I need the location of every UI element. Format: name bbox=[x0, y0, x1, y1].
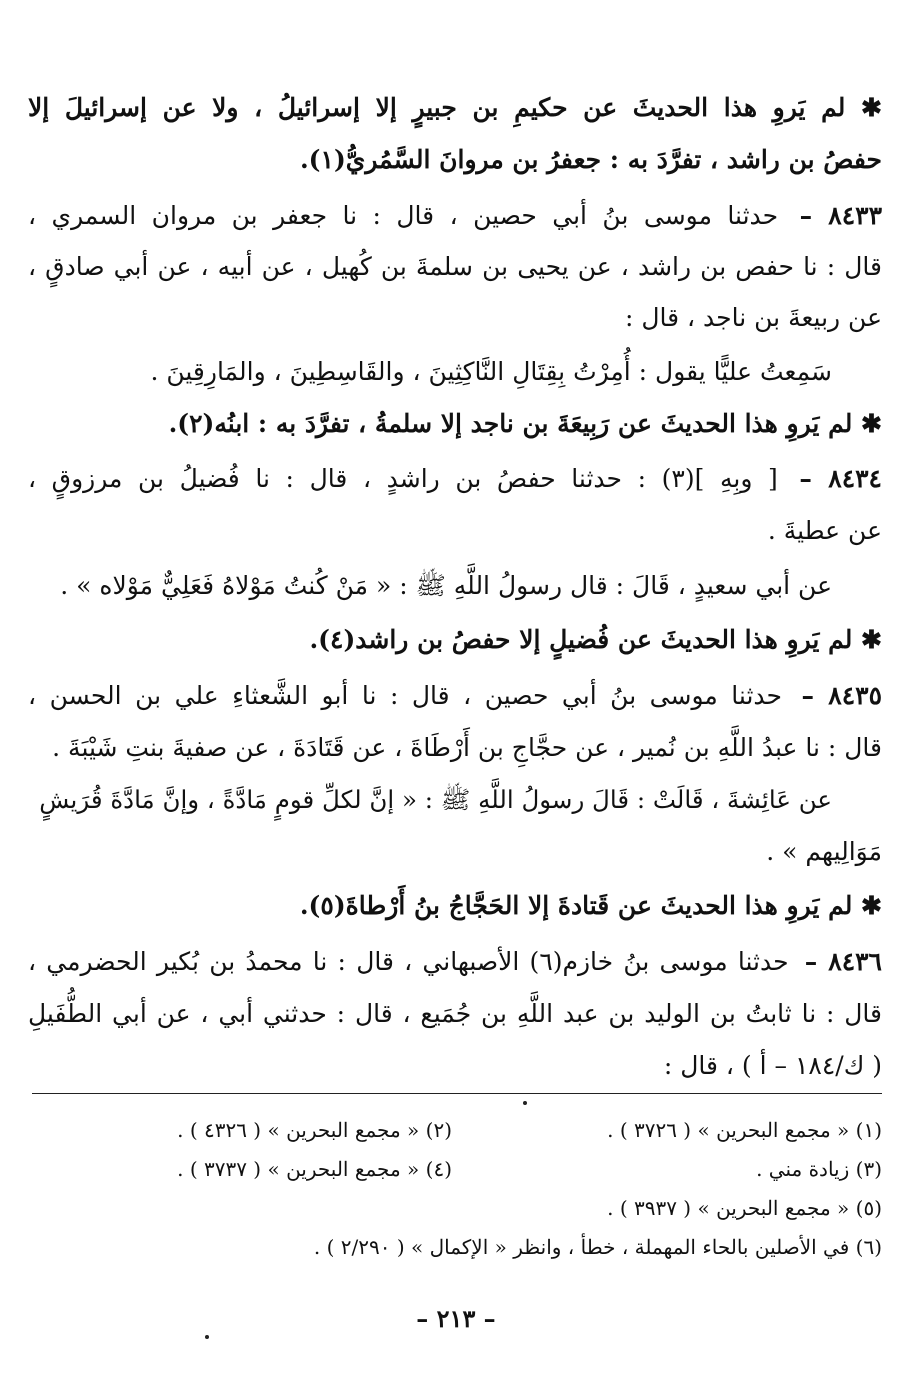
body-text: حدثنا موسى بنُ أبي حصين ، قال : نا أبو الشَّعثاءِ علي بن الحسن ، bbox=[28, 681, 782, 710]
body-line bbox=[28, 511, 882, 551]
hadith-number: ٨٤٣٥ – bbox=[801, 681, 882, 710]
body-text: عن عَائِشةَ ، قَالَتْ : قَالَ رسولُ اللَّهِ ﷺ : « إنَّ لكلِّ قومٍ مَادَّةً ، وإنَّ مَادَّةَ قُرَيشٍ bbox=[39, 785, 832, 814]
scan-speck bbox=[205, 1335, 209, 1339]
body-line bbox=[28, 780, 832, 820]
body-line bbox=[28, 676, 882, 716]
body-text: حفصُ بن راشد ، تفرَّدَ به : جعفرُ بن مروانَ السَّمُريُّ(١). bbox=[299, 145, 882, 174]
body-text: قال : نا عبدُ اللَّهِ بن نُمير ، عن حجَّاجِ بن أَرْطَاةَ ، عن قَتَادَةَ ، عن صفيةَ بنتِ شَيْبَةَ . bbox=[52, 733, 882, 762]
body-line bbox=[28, 728, 882, 768]
body-line bbox=[28, 994, 882, 1034]
body-line bbox=[28, 832, 882, 872]
body-text: عن أبي سعيدٍ ، قَالَ : قال رسولُ اللَّهِ ﷺ : « مَنْ كُنتُ مَوْلاهُ فَعَلِيٌّ مَوْلاه » . bbox=[60, 571, 832, 600]
footnote: (٦) في الأصلين بالحاء المهملة ، خطأ ، وانظر « الإكمال » ( ٢/٢٩٠ ) . bbox=[313, 1235, 882, 1259]
body-line bbox=[28, 459, 882, 499]
body-text: [ وبِهِ ](٣) : حدثنا حفصُ بن راشدٍ ، قال : نا فُضيلُ بن مرزوقٍ ، bbox=[28, 464, 778, 493]
body-text: عن ربيعةَ بن ناجد ، قال : bbox=[624, 303, 882, 332]
body-text: ✱ لم يَروِ هذا الحديثَ عن رَبِيعَةَ بن ناجد إلا سلمةُ ، تفرَّدَ به : ابنُه(٢). bbox=[168, 409, 882, 438]
hadith-number: ٨٤٣٦ – bbox=[804, 947, 882, 976]
footnote: (٢) « مجمع البحرين » ( ٤٣٢٦ ) . bbox=[177, 1118, 452, 1142]
body-text: عن عطيةَ . bbox=[767, 516, 882, 545]
body-text: قال : نا حفص بن راشد ، عن يحيى بن سلمةَ بن كُهيل ، عن أبيه ، عن أبي صادقٍ ، bbox=[28, 252, 882, 281]
body-line bbox=[28, 247, 882, 287]
page-number: – ٢١٣ – bbox=[416, 1304, 496, 1333]
body-line bbox=[28, 298, 882, 338]
body-line bbox=[28, 352, 832, 392]
body-line bbox=[28, 886, 882, 926]
body-line bbox=[28, 1046, 882, 1086]
footnote: (٤) « مجمع البحرين » ( ٣٧٣٧ ) . bbox=[177, 1157, 452, 1181]
body-line bbox=[28, 942, 882, 982]
body-text: ✱ لم يَروِ هذا الحديثَ عن فُضيلٍ إلا حفصُ بن راشد(٤). bbox=[309, 625, 882, 654]
body-line bbox=[28, 140, 882, 180]
body-text: مَوَالِيهم » . bbox=[766, 837, 882, 866]
footnote-separator bbox=[32, 1093, 882, 1094]
footnote: (٥) « مجمع البحرين » ( ٣٩٣٧ ) . bbox=[607, 1196, 882, 1220]
body-text: حدثنا موسى بنُ أبي حصين ، قال : نا جعفر بن مروان السمري ، bbox=[28, 201, 779, 230]
body-text: ( ك/١٨٤ – أ ) ، قال : bbox=[663, 1051, 882, 1080]
scan-speck bbox=[523, 1101, 527, 1105]
body-line bbox=[28, 88, 882, 128]
footnote: (٣) زيادة مني . bbox=[756, 1157, 882, 1181]
body-text: سَمِعتُ عليًّا يقول : أُمِرْتُ بِقِتَالِ النَّاكِثِينَ ، والقَاسِطِينَ ، والمَارِقِينَ . bbox=[150, 357, 832, 386]
body-line bbox=[28, 196, 882, 236]
body-line bbox=[28, 566, 832, 606]
body-text: ✱ لم يَروِ هذا الحديثَ عن قَتادةَ إلا الحَجَّاجُ بنُ أَرْطاةَ(٥). bbox=[299, 891, 882, 920]
body-text: ✱ لم يَروِ هذا الحديثَ عن حكيمِ بن جبيرٍ إلا إسرائيلُ ، ولا عن إسرائيلَ إلا bbox=[28, 93, 882, 122]
footnote: (١) « مجمع البحرين » ( ٣٧٢٦ ) . bbox=[607, 1118, 882, 1142]
hadith-number: ٨٤٣٣ – bbox=[799, 201, 882, 230]
body-line bbox=[28, 404, 882, 444]
body-text: حدثنا موسى بنُ خازم(٦) الأصبهاني ، قال : نا محمدُ بن بُكير الحضرمي ، bbox=[28, 947, 789, 976]
body-line bbox=[28, 620, 882, 660]
hadith-number: ٨٤٣٤ – bbox=[799, 464, 882, 493]
body-text: قال : نا ثابتُ بن الوليد بن عبد اللَّهِ بن جُمَيع ، قال : حدثني أبي ، عن أبي الطُّفَيلِ bbox=[28, 999, 882, 1028]
